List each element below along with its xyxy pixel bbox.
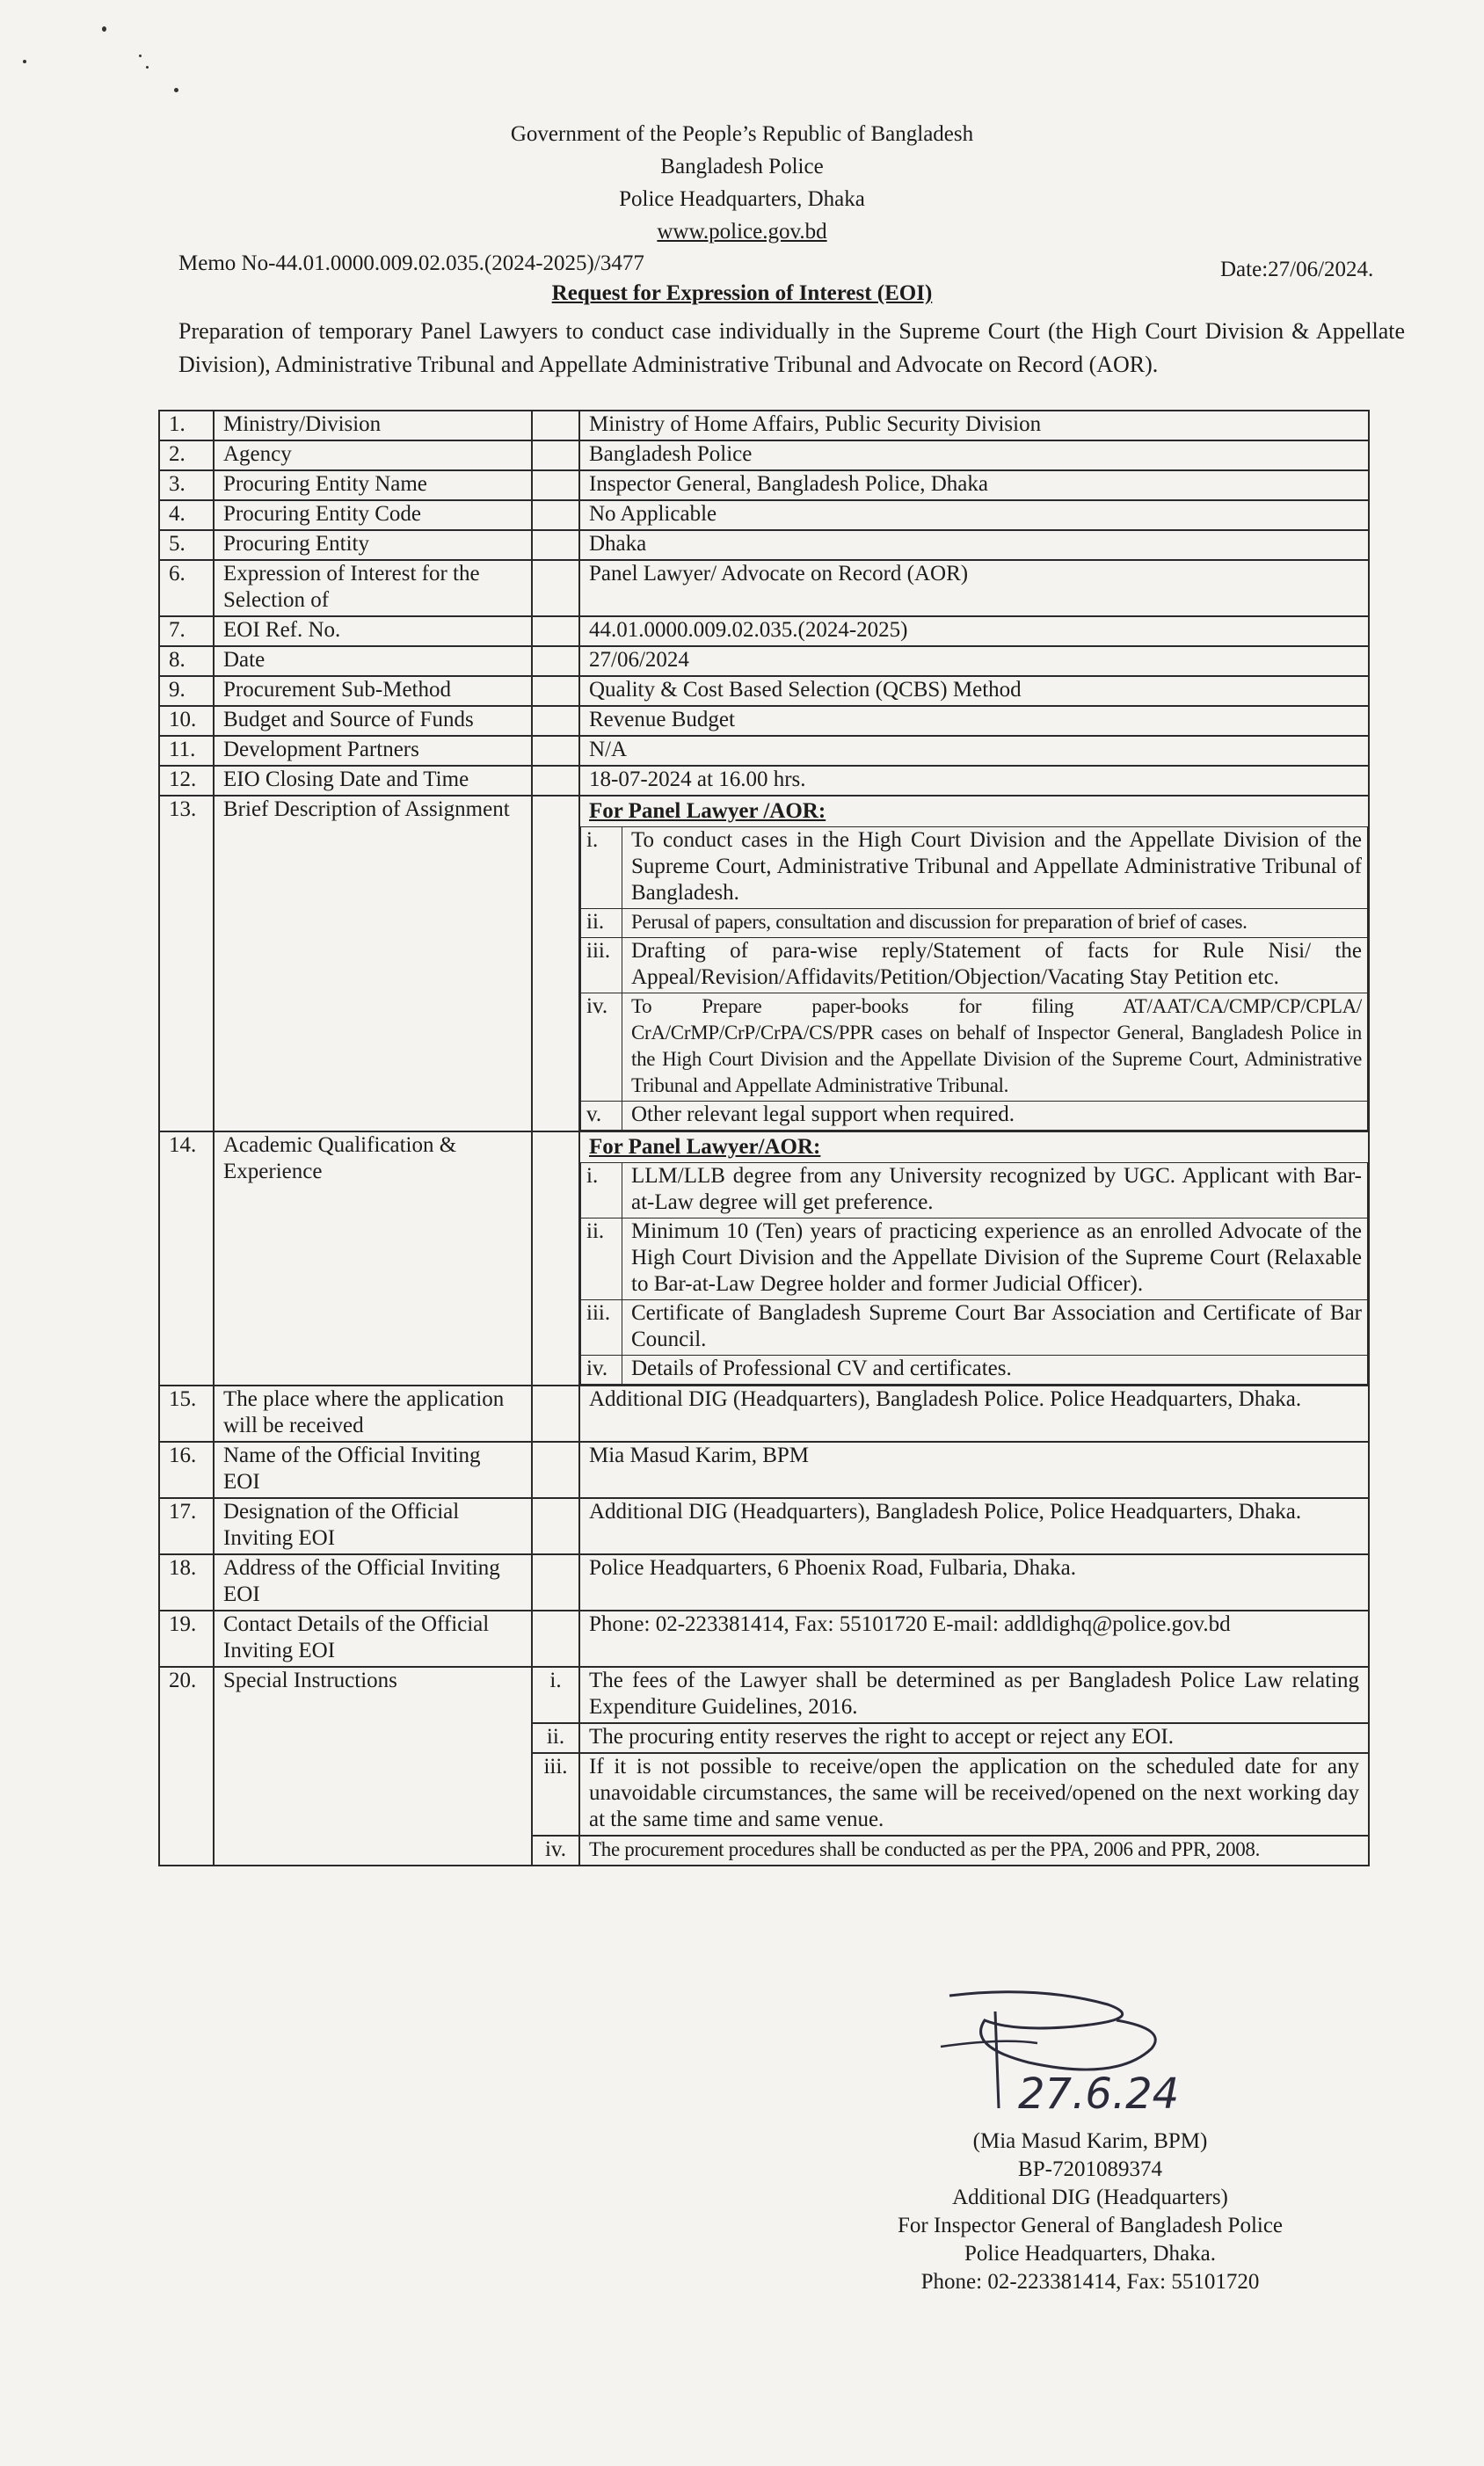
table-row	[159, 470, 1369, 500]
item-numeral: ii.	[532, 1723, 579, 1753]
item-text: To Prepare paper-books for filing AT/AAT/CA/CMP/CP/CPLA/ CrA/CrMP/CrP/CrPA/CS/PPR cases on behalf of Inspector General, Bangladesh Police in the High Court Division and the Appellate Division of the Supreme Court, Administrative Tribunal and Appellate Administrative Tribunal.	[622, 993, 1368, 1102]
row-number: 11.	[159, 736, 214, 766]
letterhead	[0, 118, 1484, 248]
item-text: Details of Professional CV and certificates.	[622, 1356, 1368, 1385]
item-text: LLM/LLB degree from any University recognized by UGC. Applicant with Bar-at-Law degree will get preference.	[622, 1163, 1368, 1218]
table-row	[159, 676, 1369, 706]
table-row	[159, 736, 1369, 766]
item-numeral: ii.	[581, 909, 622, 938]
row-label: EOI Ref. No.	[214, 616, 532, 646]
item-numeral: iii.	[581, 938, 622, 993]
list-item	[581, 1163, 1368, 1218]
table-row	[159, 560, 1369, 616]
row-value: Police Headquarters, 6 Phoenix Road, Fulbaria, Dhaka.	[579, 1554, 1369, 1611]
row-label: Brief Description of Assignment	[214, 796, 532, 1131]
item-text: Certificate of Bangladesh Supreme Court Bar Association and Certificate of Bar Council.	[622, 1300, 1368, 1356]
row-value: N/A	[579, 736, 1369, 766]
item-text: To conduct cases in the High Court Division and the Appellate Division of the Supreme Court, Administrative Tribunal and Appellate Administrative Tribunal of Bangladesh.	[622, 827, 1368, 909]
spacer-cell	[532, 616, 579, 646]
scan-speck	[139, 55, 142, 57]
item-text: The procuring entity reserves the right to accept or reject any EOI.	[579, 1723, 1369, 1753]
list-item	[581, 993, 1368, 1102]
spacer-cell	[532, 706, 579, 736]
list-item	[581, 938, 1368, 993]
row-number: 5.	[159, 530, 214, 560]
scan-speck	[174, 88, 178, 92]
row-value	[579, 796, 1369, 1131]
scan-speck	[146, 66, 149, 69]
spacer-cell	[532, 470, 579, 500]
signatory-bp: BP-7201089374	[1018, 2157, 1162, 2181]
item-text: The procurement procedures shall be conducted as per the PPA, 2006 and PPR, 2008.	[579, 1836, 1369, 1866]
spacer-cell	[532, 1386, 579, 1442]
row-value: Quality & Cost Based Selection (QCBS) Method	[579, 676, 1369, 706]
signatory-designation: Additional DIG (Headquarters)	[952, 2186, 1228, 2209]
spacer-cell	[532, 411, 579, 440]
agency-line: Bangladesh Police	[660, 155, 824, 178]
office-line: Police Headquarters, Dhaka	[619, 187, 865, 211]
item-numeral: i.	[532, 1667, 579, 1723]
item-text: Perusal of papers, consultation and discussion for preparation of brief of cases.	[622, 909, 1368, 938]
row-value: Mia Masud Karim, BPM	[579, 1442, 1369, 1498]
item-numeral: iv.	[581, 993, 622, 1102]
signature-date: 27.6.24	[1018, 2070, 1180, 2119]
row-number: 15.	[159, 1386, 214, 1442]
spacer-cell	[532, 1131, 579, 1386]
row-label: Special Instructions	[214, 1667, 532, 1866]
row-number: 7.	[159, 616, 214, 646]
memo-number: Memo No-44.01.0000.009.02.035.(2024-2025)/3477	[178, 251, 644, 275]
spacer-cell	[532, 560, 579, 616]
row-number: 16.	[159, 1442, 214, 1498]
spacer-cell	[532, 646, 579, 676]
table-row	[159, 646, 1369, 676]
table-row	[159, 766, 1369, 796]
table-row	[159, 796, 1369, 1131]
website-link[interactable]: www.police.gov.bd	[657, 220, 827, 244]
eoi-table	[158, 410, 1370, 1866]
row-label: Development Partners	[214, 736, 532, 766]
row-label: The place where the application will be received	[214, 1386, 532, 1442]
row-value: Dhaka	[579, 530, 1369, 560]
item-numeral: v.	[581, 1102, 622, 1131]
row-label: Agency	[214, 440, 532, 470]
row-label: Name of the Official Inviting EOI	[214, 1442, 532, 1498]
scan-speck	[102, 26, 106, 32]
table-row	[159, 1131, 1369, 1386]
intro-paragraph: Preparation of temporary Panel Lawyers to conduct case individually in the Supreme Court (the High Court Division & Appellate Division), Administrative Tribunal and Appellate Administrative Tribunal and Advocate on Record (AOR).	[178, 318, 1405, 377]
item-numeral: iv.	[581, 1356, 622, 1385]
row-value: No Applicable	[579, 500, 1369, 530]
row-label: Procuring Entity	[214, 530, 532, 560]
row-value: Panel Lawyer/ Advocate on Record (AOR)	[579, 560, 1369, 616]
row-number: 8.	[159, 646, 214, 676]
row-number: 19.	[159, 1611, 214, 1667]
spacer-cell	[532, 500, 579, 530]
row-number: 1.	[159, 411, 214, 440]
scan-speck	[23, 60, 26, 63]
row-number: 20.	[159, 1667, 214, 1866]
spacer-cell	[532, 1554, 579, 1611]
table-row	[159, 411, 1369, 440]
row-label: Ministry/Division	[214, 411, 532, 440]
assignment-heading: For Panel Lawyer /AOR:	[589, 799, 826, 823]
document-title: Request for Expression of Interest (EOI)	[551, 281, 933, 305]
item-numeral: i.	[581, 1163, 622, 1218]
signatory-phone: Phone: 02-223381414, Fax: 55101720	[920, 2270, 1260, 2294]
item-text: Minimum 10 (Ten) years of practicing experience as an enrolled Advocate of the High Court Division and the Appellate Division of the Supreme Court (Relaxable to Bar-at-Law Degree holder and former Judicial Officer).	[622, 1218, 1368, 1300]
row-label: Date	[214, 646, 532, 676]
row-label: Procurement Sub-Method	[214, 676, 532, 706]
row-number: 14.	[159, 1131, 214, 1386]
row-value: 27/06/2024	[579, 646, 1369, 676]
qualification-list	[580, 1162, 1368, 1385]
memo-date: Date:27/06/2024.	[1220, 258, 1374, 281]
item-numeral: iv.	[532, 1836, 579, 1866]
row-label: Budget and Source of Funds	[214, 706, 532, 736]
spacer-cell	[532, 736, 579, 766]
spacer-cell	[532, 530, 579, 560]
row-value: Phone: 02-223381414, Fax: 55101720 E-mail: addldighq@police.gov.bd	[579, 1611, 1369, 1667]
table-row	[159, 1498, 1369, 1554]
row-label: Address of the Official Inviting EOI	[214, 1554, 532, 1611]
qualification-heading: For Panel Lawyer/AOR:	[589, 1135, 821, 1159]
row-number: 3.	[159, 470, 214, 500]
signatory-office: Police Headquarters, Dhaka.	[964, 2242, 1216, 2266]
table-row	[159, 1667, 1369, 1723]
row-number: 4.	[159, 500, 214, 530]
row-number: 17.	[159, 1498, 214, 1554]
signatory-name: (Mia Masud Karim, BPM)	[972, 2129, 1208, 2153]
assignment-list	[580, 826, 1368, 1131]
item-text: Drafting of para-wise reply/Statement of facts for Rule Nisi/ the Appeal/Revision/Affidavits/Petition/Objection/Vacating Stay Petition etc.	[622, 938, 1368, 993]
item-text: If it is not possible to receive/open the application on the scheduled date for any unavoidable circumstances, the same will be received/opened on the next working day at the same time and same venue.	[579, 1753, 1369, 1836]
spacer-cell	[532, 796, 579, 1131]
item-text: The fees of the Lawyer shall be determined as per Bangladesh Police Law relating Expenditure Guidelines, 2016.	[579, 1667, 1369, 1723]
row-value: Bangladesh Police	[579, 440, 1369, 470]
row-number: 9.	[159, 676, 214, 706]
table-row	[159, 1442, 1369, 1498]
row-label: Contact Details of the Official Inviting EOI	[214, 1611, 532, 1667]
table-row	[159, 616, 1369, 646]
item-numeral: iii.	[581, 1300, 622, 1356]
row-label: Expression of Interest for the Selection of	[214, 560, 532, 616]
list-item	[581, 827, 1368, 909]
table-row	[159, 1611, 1369, 1667]
table-row	[159, 530, 1369, 560]
row-number: 13.	[159, 796, 214, 1131]
row-number: 12.	[159, 766, 214, 796]
row-number: 18.	[159, 1554, 214, 1611]
row-value: Ministry of Home Affairs, Public Security Division	[579, 411, 1369, 440]
row-number: 6.	[159, 560, 214, 616]
row-value: Revenue Budget	[579, 706, 1369, 736]
table-row	[159, 500, 1369, 530]
row-label: Academic Qualification & Experience	[214, 1131, 532, 1386]
row-number: 2.	[159, 440, 214, 470]
spacer-cell	[532, 1611, 579, 1667]
list-item	[581, 1102, 1368, 1131]
item-numeral: i.	[581, 827, 622, 909]
table-row	[159, 1386, 1369, 1442]
spacer-cell	[532, 676, 579, 706]
row-value: Inspector General, Bangladesh Police, Dhaka	[579, 470, 1369, 500]
signature-block	[826, 2128, 1354, 2296]
list-item	[581, 1218, 1368, 1300]
row-value: 44.01.0000.009.02.035.(2024-2025)	[579, 616, 1369, 646]
signatory-for: For Inspector General of Bangladesh Police	[897, 2214, 1284, 2237]
list-item	[581, 1356, 1368, 1385]
item-text: Other relevant legal support when required.	[622, 1102, 1368, 1131]
table-row	[159, 440, 1369, 470]
spacer-cell	[532, 440, 579, 470]
row-value	[579, 1131, 1369, 1386]
row-label: Procuring Entity Code	[214, 500, 532, 530]
row-label: EIO Closing Date and Time	[214, 766, 532, 796]
table-row	[159, 706, 1369, 736]
row-value: Additional DIG (Headquarters), Bangladesh Police, Police Headquarters, Dhaka.	[579, 1498, 1369, 1554]
list-item	[581, 1300, 1368, 1356]
row-value: 18-07-2024 at 16.00 hrs.	[579, 766, 1369, 796]
row-number: 10.	[159, 706, 214, 736]
gov-line: Government of the People’s Republic of Bangladesh	[510, 122, 974, 146]
item-numeral: ii.	[581, 1218, 622, 1300]
spacer-cell	[532, 1498, 579, 1554]
row-value: Additional DIG (Headquarters), Bangladesh Police. Police Headquarters, Dhaka.	[579, 1386, 1369, 1442]
handwritten-signature	[932, 1985, 1248, 2130]
row-label: Designation of the Official Inviting EOI	[214, 1498, 532, 1554]
table-row	[159, 1554, 1369, 1611]
item-numeral: iii.	[532, 1753, 579, 1836]
row-label: Procuring Entity Name	[214, 470, 532, 500]
spacer-cell	[532, 1442, 579, 1498]
spacer-cell	[532, 766, 579, 796]
list-item	[581, 909, 1368, 938]
